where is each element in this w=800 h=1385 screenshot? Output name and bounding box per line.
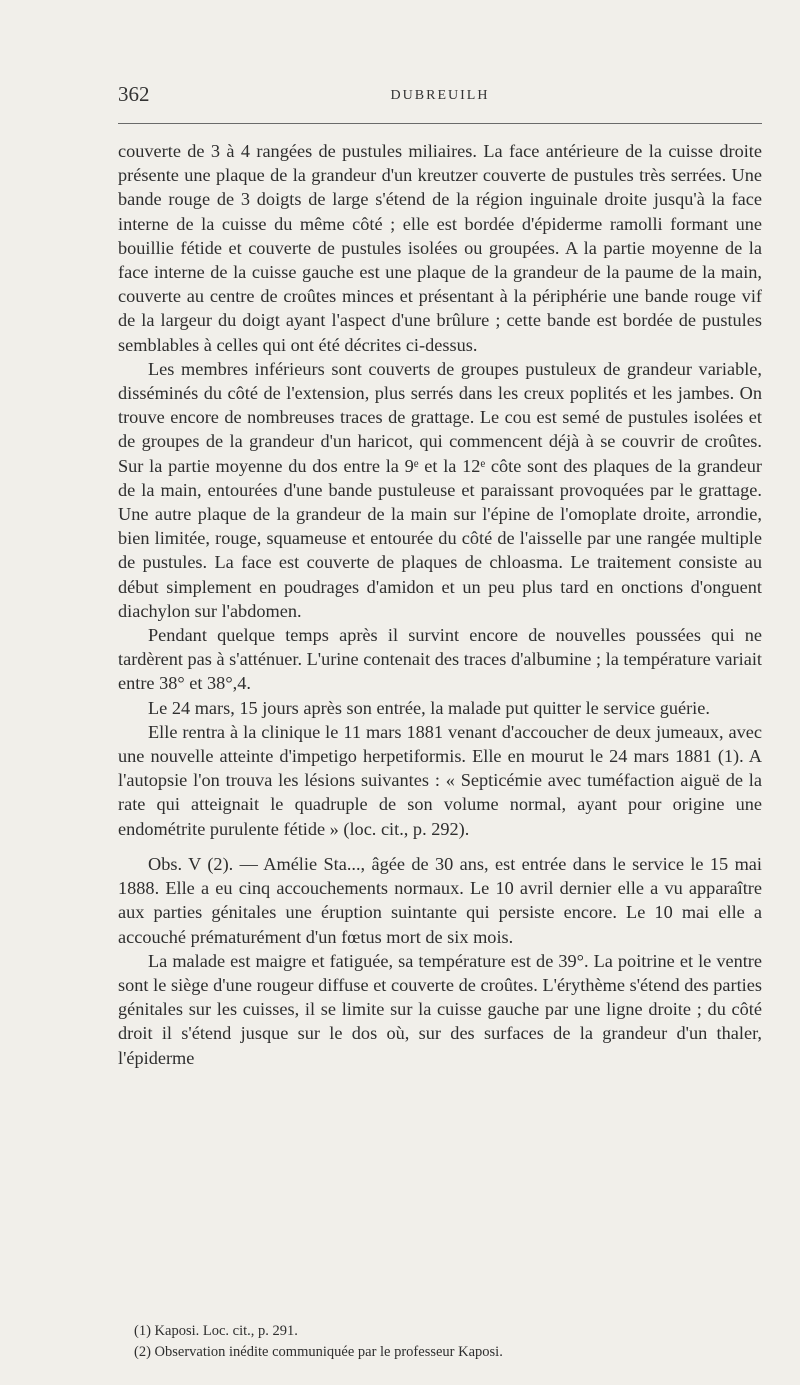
paragraph: Pendant quelque temps après il survint encore de nouvelles poussées qui ne tardèrent pas à s'atténuer. L'urine contenait des traces d'albumine ; la température variait entre 38° et 38°,4.	[118, 625, 762, 694]
paragraph: Le 24 mars, 15 jours après son entrée, la malade put quitter le service guérie.	[148, 697, 710, 718]
body-text	[118, 139, 762, 1070]
footnote: (1) Kaposi. Loc. cit., p. 291.	[134, 1323, 298, 1339]
paragraph: La malade est maigre et fatiguée, sa température est de 39°. La poitrine et le ventre sont le siège d'une rougeur diffuse et couverte de croûtes. L'érythème s'étend des parties génitales sur les cuisses, il se limite sur la cuisse gauche par une ligne droite ; du côté droit il s'étend jusque sur le dos où, sur des surfaces de la grandeur d'un thaler, l'épiderme	[118, 950, 762, 1068]
page-header	[118, 82, 762, 112]
running-title: DUBREUILH	[390, 88, 490, 103]
paragraph: Les membres inférieurs sont couverts de groupes pustuleux de grandeur variable, disséminés du côté de l'extension, plus serrés dans les creux poplités et les jambes. On trouve encore de nombreuses traces de grattage. Le cou est semé de pustules isolées et de groupes de la grandeur d'un haricot, qui commencent déjà à se couvrir de croûtes. Sur la partie moyenne du dos entre la 9ᵉ et la 12ᵉ côte sont des plaques de la grandeur de la main, entourées d'une bande pustuleuse et paraissant provoquées par le grattage. Une autre plaque de la grandeur de la main sur l'épine de l'omoplate droite, arrondie, bien limitée, rouge, squameuse et entourée du côté de l'aisselle par une rangée multiple de pustules. La face est couverte de plaques de chloasma. Le traitement consiste au début simplement en poudrages d'amidon et un peu plus tard en onctions d'onguent diachylon sur l'abdomen.	[118, 358, 762, 621]
observation-paragraph: Obs. V (2). — Amélie Sta..., âgée de 30 ans, est entrée dans le service le 15 mai 1888. Elle a eu cinq accouchements normaux. Le 10 avril dernier elle a vu apparaître aux parties génitales une éruption suintante qui persiste encore. Le 10 mai elle a accouché prématurément d'un fœtus mort de six mois.	[118, 853, 762, 947]
paragraph: couverte de 3 à 4 rangées de pustules miliaires. La face antérieure de la cuisse droite présente une plaque de la grandeur d'un kreutzer couverte de pustules très serrées. Une bande rouge de 3 doigts de large s'étend de la région inguinale droite jusqu'à la face interne de la cuisse du même côté ; elle est bordée d'épiderme ramolli formant une bouillie fétide et couverte de pustules isolées ou groupées. A la partie moyenne de la face interne de la cuisse gauche est une plaque de la grandeur de la paume de la main, couverte au centre de croûtes minces et présentant à la périphérie une bande rouge vif de la largeur du doigt ayant l'aspect d'une brûlure ; cette bande est bordée de pustules semblables à celles qui ont été décrites ci-dessus.	[118, 141, 762, 355]
footnote: (2) Observation inédite communiquée par le professeur Kaposi.	[134, 1344, 503, 1360]
header-rule	[118, 123, 762, 124]
page-number: 362	[118, 82, 150, 106]
footnotes	[118, 1321, 762, 1363]
paragraph: Elle rentra à la clinique le 11 mars 1881 venant d'accoucher de deux jumeaux, avec une nouvelle atteinte d'impetigo herpetiformis. Elle en mourut le 24 mars 1881 (1). A l'autopsie l'on trouva les lésions suivantes : « Septicémie avec tuméfaction aiguë de la rate qui atteignait le quadruple de son volume normal, ayant pour origine une endométrite purulente fétide » (loc. cit., p. 292).	[118, 721, 762, 839]
